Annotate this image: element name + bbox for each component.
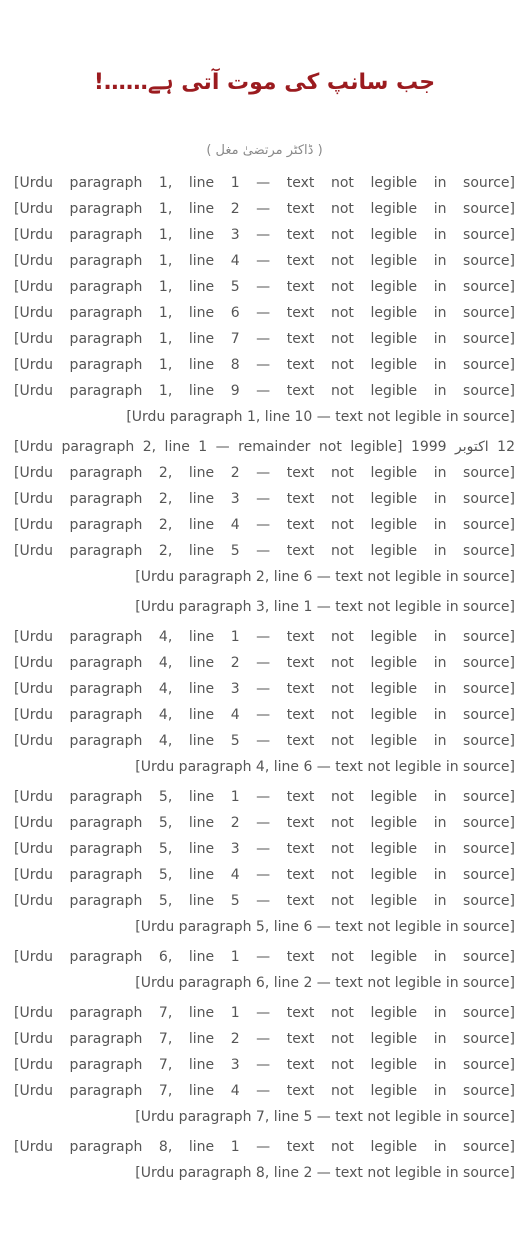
article-text-line: [Urdu paragraph 5, line 3 — text not legible in source] bbox=[14, 841, 515, 857]
article-text-line: [Urdu paragraph 1, line 9 — text not legible in source] bbox=[14, 383, 515, 399]
article-paragraph bbox=[14, 1000, 515, 1130]
article-text-line: [Urdu paragraph 4, line 6 — text not legible in source] bbox=[135, 759, 515, 775]
article-paragraph bbox=[14, 594, 515, 620]
article-text-line: [Urdu paragraph 5, line 6 — text not legible in source] bbox=[135, 919, 515, 935]
article-text-line: [Urdu paragraph 4, line 1 — text not legible in source] bbox=[14, 629, 515, 645]
article-text-line: [Urdu paragraph 4, line 5 — text not legible in source] bbox=[14, 733, 515, 749]
article-text-line: [Urdu paragraph 1, line 8 — text not legible in source] bbox=[14, 357, 515, 373]
article-body bbox=[14, 170, 515, 1190]
article-text-line: [Urdu paragraph 8, line 2 — text not legible in source] bbox=[135, 1165, 515, 1181]
article-text-line-date: 12 اکتوبر 1999 [Urdu paragraph 2, line 1 — remainder not legible] bbox=[14, 439, 515, 455]
article-paragraph bbox=[14, 624, 515, 780]
article-text-line: [Urdu paragraph 5, line 1 — text not legible in source] bbox=[14, 789, 515, 805]
article-paragraph bbox=[14, 944, 515, 996]
article-text-line: [Urdu paragraph 7, line 4 — text not legible in source] bbox=[14, 1083, 515, 1099]
article-text-line: [Urdu paragraph 1, line 2 — text not legible in source] bbox=[14, 201, 515, 217]
article-text-line: [Urdu paragraph 5, line 4 — text not legible in source] bbox=[14, 867, 515, 883]
article-title: جب سانپ کی موت آتی ہے……! bbox=[93, 70, 436, 95]
article-text-line: [Urdu paragraph 5, line 5 — text not legible in source] bbox=[14, 893, 515, 909]
article-text-line: [Urdu paragraph 1, line 4 — text not legible in source] bbox=[14, 253, 515, 269]
article-text-line: [Urdu paragraph 7, line 1 — text not legible in source] bbox=[14, 1005, 515, 1021]
article-text-line: [Urdu paragraph 2, line 3 — text not legible in source] bbox=[14, 491, 515, 507]
article-text-line: [Urdu paragraph 7, line 2 — text not legible in source] bbox=[14, 1031, 515, 1047]
article-text-line: [Urdu paragraph 2, line 5 — text not legible in source] bbox=[14, 543, 515, 559]
article-paragraph bbox=[14, 784, 515, 940]
article-text-line: [Urdu paragraph 1, line 5 — text not legible in source] bbox=[14, 279, 515, 295]
article-paragraph bbox=[14, 170, 515, 430]
article-text-line: [Urdu paragraph 2, line 6 — text not legible in source] bbox=[135, 569, 515, 585]
article-text-line: [Urdu paragraph 4, line 3 — text not legible in source] bbox=[14, 681, 515, 697]
article-text-line: [Urdu paragraph 1, line 6 — text not legible in source] bbox=[14, 305, 515, 321]
article-text-line: [Urdu paragraph 7, line 3 — text not legible in source] bbox=[14, 1057, 515, 1073]
article-text-line: [Urdu paragraph 7, line 5 — text not legible in source] bbox=[135, 1109, 515, 1125]
article-paragraph bbox=[14, 1134, 515, 1186]
article-paragraph bbox=[14, 434, 515, 590]
article-author-byline: ( ڈاکٹر مرتضیٰ مغل ) bbox=[206, 143, 323, 158]
article-text-line: [Urdu paragraph 3, line 1 — text not legible in source] bbox=[135, 599, 515, 615]
article-text-line: [Urdu paragraph 4, line 2 — text not legible in source] bbox=[14, 655, 515, 671]
article-text-line: [Urdu paragraph 4, line 4 — text not legible in source] bbox=[14, 707, 515, 723]
article-text-line: [Urdu paragraph 2, line 4 — text not legible in source] bbox=[14, 517, 515, 533]
article-text-line: [Urdu paragraph 1, line 1 — text not legible in source] bbox=[14, 175, 515, 191]
article-text-line: [Urdu paragraph 6, line 2 — text not legible in source] bbox=[135, 975, 515, 991]
article-text-line: [Urdu paragraph 1, line 7 — text not legible in source] bbox=[14, 331, 515, 347]
article-text-line: [Urdu paragraph 1, line 3 — text not legible in source] bbox=[14, 227, 515, 243]
article-text-line: [Urdu paragraph 5, line 2 — text not legible in source] bbox=[14, 815, 515, 831]
article-text-line: [Urdu paragraph 8, line 1 — text not legible in source] bbox=[14, 1139, 515, 1155]
article-text-line: [Urdu paragraph 6, line 1 — text not legible in source] bbox=[14, 949, 515, 965]
article-text-line: [Urdu paragraph 1, line 10 — text not legible in source] bbox=[126, 409, 515, 425]
article-text-line: [Urdu paragraph 2, line 2 — text not legible in source] bbox=[14, 465, 515, 481]
